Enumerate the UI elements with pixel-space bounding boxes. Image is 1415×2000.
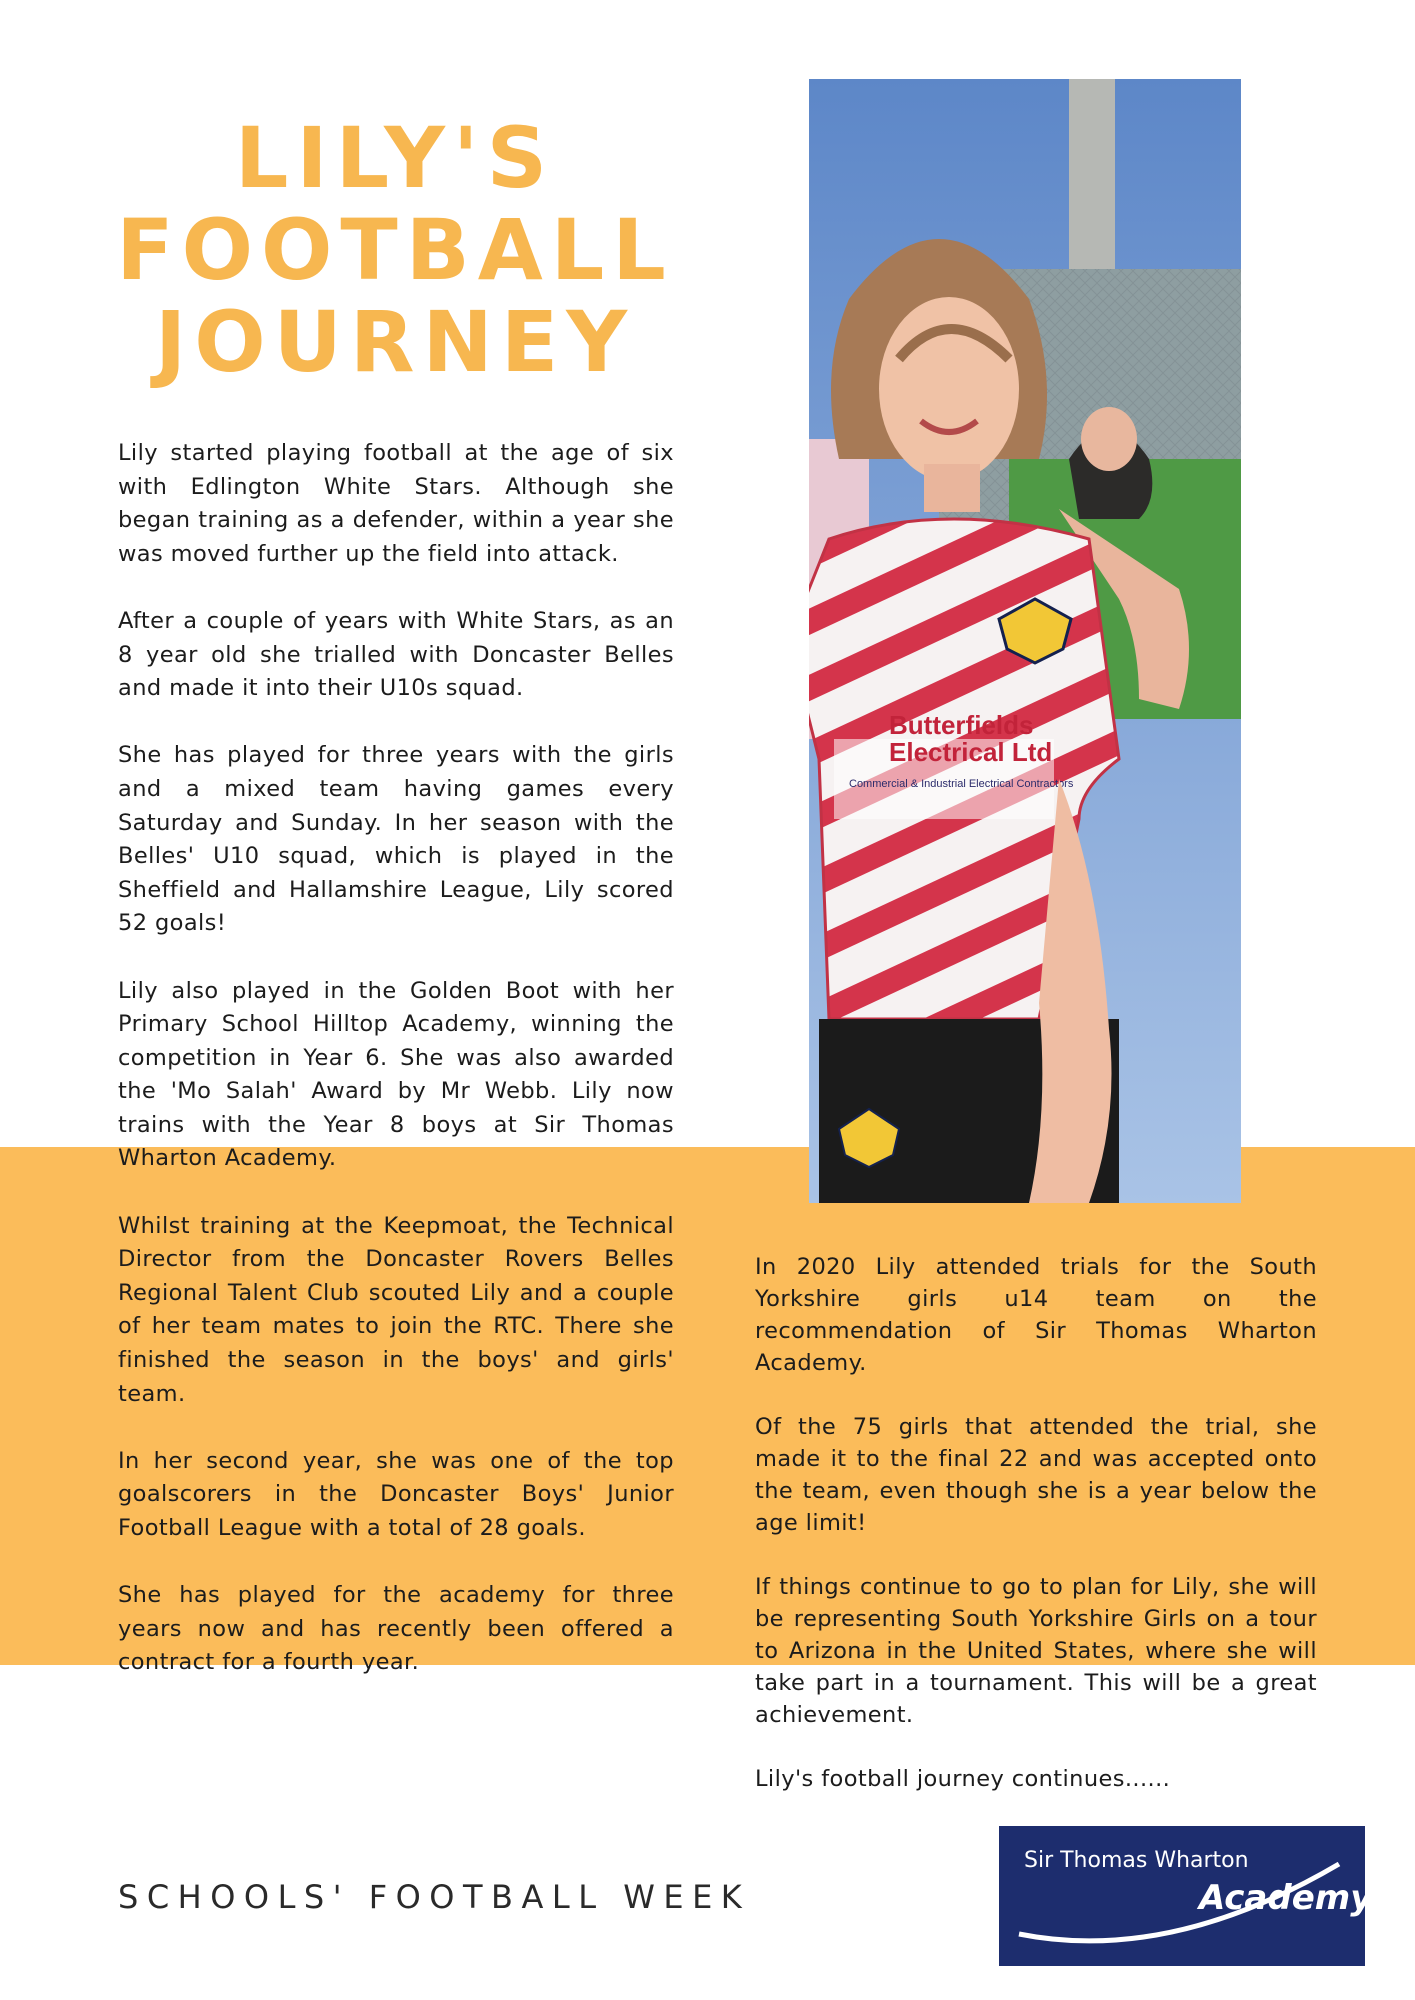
logo-line-2: Academy	[1199, 1878, 1373, 1918]
player-photo-illustration	[809, 79, 1241, 1203]
page-title	[110, 109, 680, 391]
paragraph: Whilst training at the Keepmoat, the Technical Director from the Doncaster Rovers Belles Regional Talent Club scouted Lily and a couple of her team mates to join the RTC. There she finished the season in the boys' and girls' team.	[118, 1212, 674, 1407]
academy-logo	[999, 1826, 1373, 1966]
shirt-sponsor-line-2: Electrical Ltd	[889, 737, 1053, 767]
right-column	[755, 1251, 1317, 1827]
title-line-2: FOOTBALL	[116, 201, 674, 299]
paragraph: In 2020 Lily attended trials for the South Yorkshire girls u14 team on the recommendation of Sir Thomas Wharton Academy.	[755, 1254, 1317, 1376]
paragraph: Lily started playing football at the age of six with Edlington White Stars. Although she began training as a defender, within a year she was moved further up the field into attack.	[118, 440, 674, 567]
paragraph: After a couple of years with White Stars, as an 8 year old she trialled with Doncaster Belles and made it into their U10s squad.	[118, 607, 674, 702]
paragraph: She has played for three years with the girls and a mixed team having games every Saturday and Sunday. In her season with the Belles' U10 squad, which is played in the Sheffield and Hallamshire League, Lily scored 52 goals!	[118, 742, 674, 937]
footer-label: SCHOOLS' FOOTBALL WEEK	[118, 1878, 751, 1916]
shirt-sponsor-line-3: Commercial & Industrial Electrical Contractors	[849, 778, 1074, 790]
shirt-sponsor-line-1: Butterfields	[889, 710, 1034, 740]
paragraph: She has played for the academy for three years now and has recently been offered a contract for a fourth year.	[118, 1582, 674, 1676]
paragraph: If things continue to go to plan for Lily, she will be representing South Yorkshire Girls on a tour to Arizona in the United States, where she will take part in a tournament. This will be a great achievement.	[755, 1574, 1317, 1728]
paragraph: Lily also played in the Golden Boot with her Primary School Hilltop Academy, winning the competition in Year 6. She was also awarded the 'Mo Salah' Award by Mr Webb. Lily now trains with the Year 8 boys at Sir Thomas Wharton Academy.	[118, 977, 674, 1172]
paragraph: In her second year, she was one of the top goalscorers in the Doncaster Boys' Junior Football League with a total of 28 goals.	[118, 1447, 674, 1541]
title-line-3: JOURNEY	[154, 293, 636, 391]
player-photo	[809, 79, 1241, 1203]
paragraph: Of the 75 girls that attended the trial, she made it to the final 22 and was accepted onto the team, even though she is a year below the age limit!	[755, 1414, 1317, 1536]
paragraph: Lily's football journey continues......	[755, 1766, 1171, 1792]
left-column	[118, 437, 674, 1714]
logo-line-1: Sir Thomas Wharton	[1024, 1848, 1249, 1873]
title-line-1: LILY'S	[234, 109, 556, 207]
